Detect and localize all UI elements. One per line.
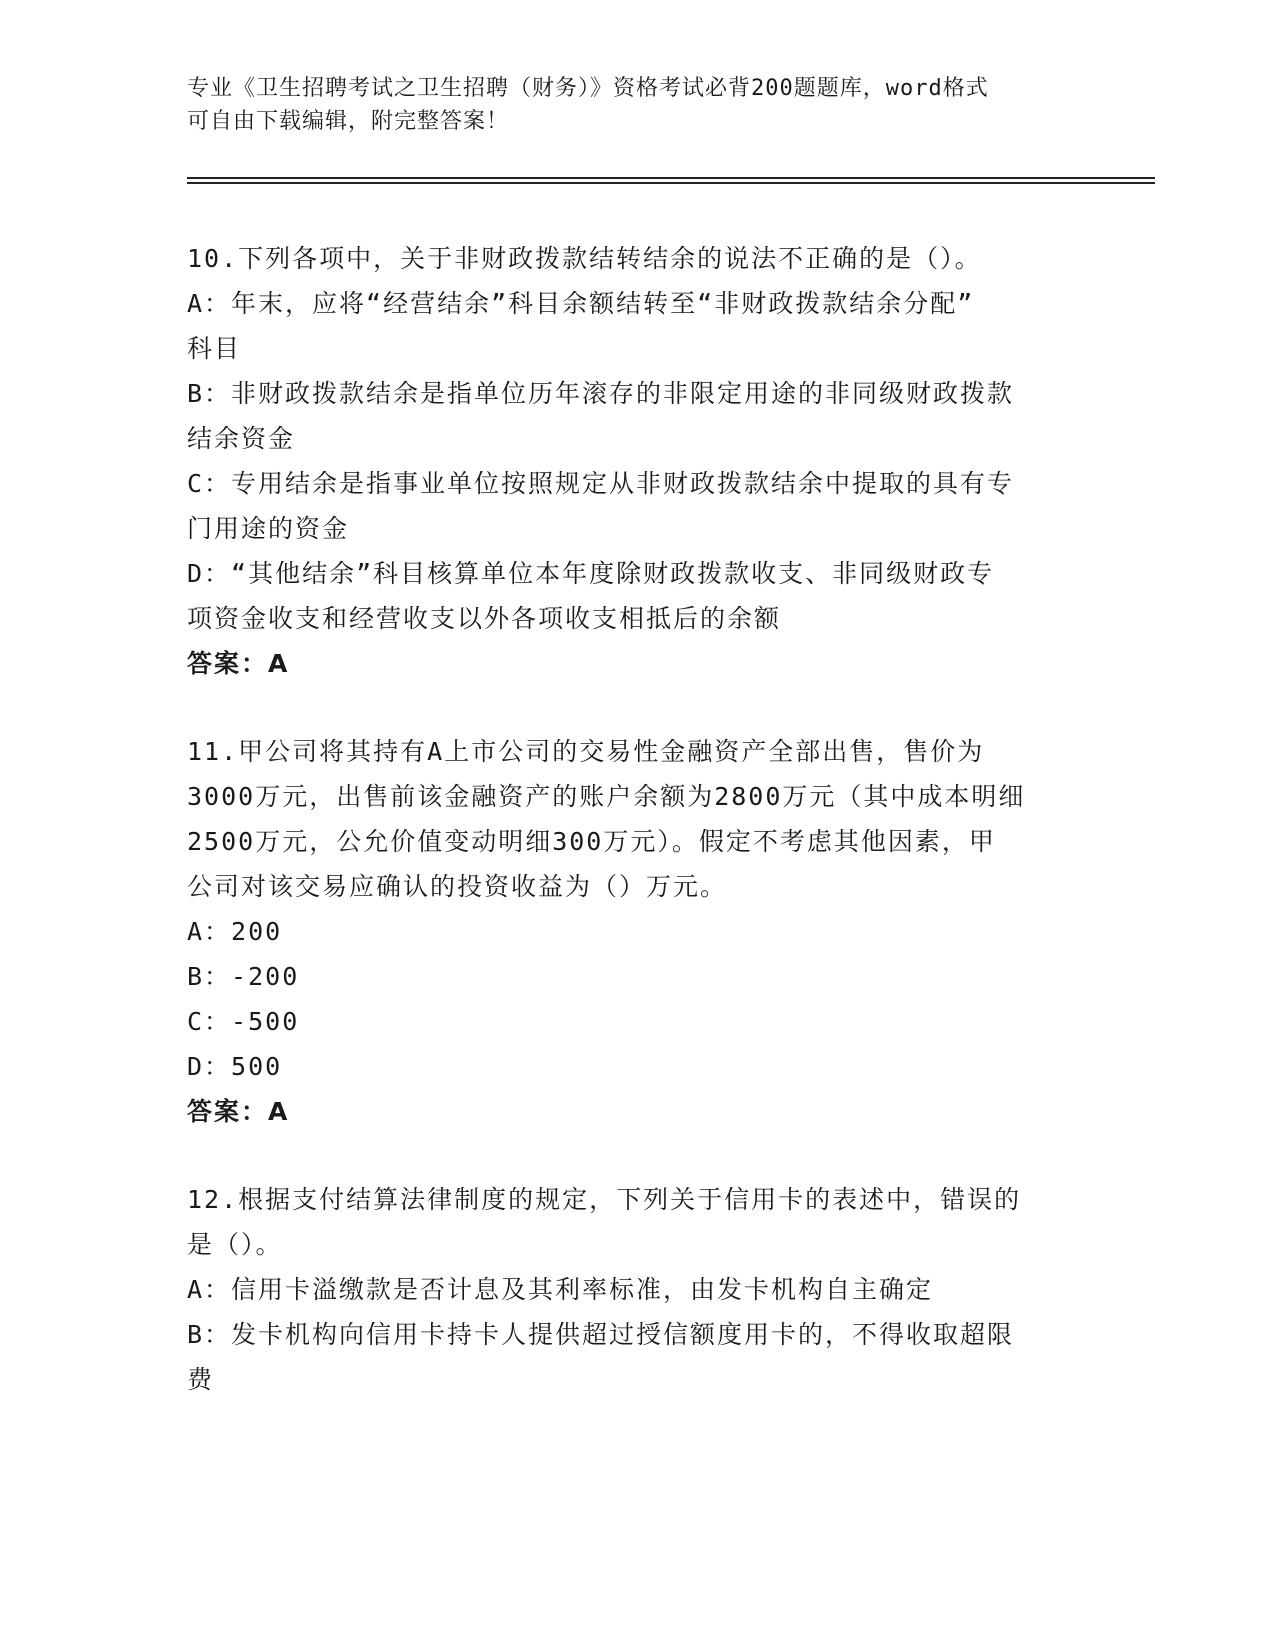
question-text-line: 3000万元，出售前该金融资产的账户余额为2800万元（其中成本明细 [187,782,1026,811]
header-title-line-2: 可自由下载编辑，附完整答案！ [187,109,510,134]
question-stem: 12.根据支付结算法律制度的规定，下列关于信用卡的表述中，错误的 [187,1185,1022,1214]
question-list [187,236,1087,1445]
question-text-line: C：专用结余是指事业单位按照规定从非财政拨款结余中提取的具有专 [187,469,1015,498]
question-text-line: D：500 [187,1052,283,1081]
question-block [187,1177,1087,1402]
question-text-line: A：信用卡溢缴款是否计息及其利率标准，由发卡机构自主确定 [187,1275,934,1304]
question-text-line: 是（）。 [187,1230,283,1259]
question-text-line: B：非财政拨款结余是指单位历年滚存的非限定用途的非同级财政拨款 [187,379,1015,408]
question-text-line: 门用途的资金 [187,514,350,543]
question-stem: 11.甲公司将其持有A上市公司的交易性金融资产全部出售，售价为 [187,737,985,766]
answer-label: 答案：A [187,649,290,678]
header-divider-bottom [187,182,1155,184]
question-text-line: 公司对该交易应确认的投资收益为（）万元。 [187,872,728,901]
question-text-line: 费 [187,1365,215,1394]
question-text-line: 2500万元，公允价值变动明细300万元）。假定不考虑其他因素，甲 [187,827,996,856]
question-block [187,236,1087,686]
question-text-line: C：-500 [187,1007,300,1036]
document-header [187,72,1087,138]
header-title-line-1: 专业《卫生招聘考试之卫生招聘（财务）》资格考试必背200题题库，word格式 [187,76,989,101]
question-text-line: B：-200 [187,962,300,991]
question-text-line: 科目 [187,334,242,363]
question-text-line: A：年末，应将“经营结余”科目余额结转至“非财政拨款结余分配” [187,289,975,318]
question-block [187,729,1087,1134]
question-text-line: 项资金收支和经营收支以外各项收支相抵后的余额 [187,604,782,633]
question-text-line: D：“其他结余”科目核算单位本年度除财政拨款收支、非同级财政专 [187,559,995,588]
header-divider-top [187,177,1155,179]
question-text-line: B：发卡机构向信用卡持卡人提供超过授信额度用卡的，不得收取超限 [187,1320,1015,1349]
question-stem: 10.下列各项中，关于非财政拨款结转结余的说法不正确的是（）。 [187,244,982,273]
question-text-line: A：200 [187,917,283,946]
answer-label: 答案：A [187,1097,290,1126]
question-text-line: 结余资金 [187,424,296,453]
